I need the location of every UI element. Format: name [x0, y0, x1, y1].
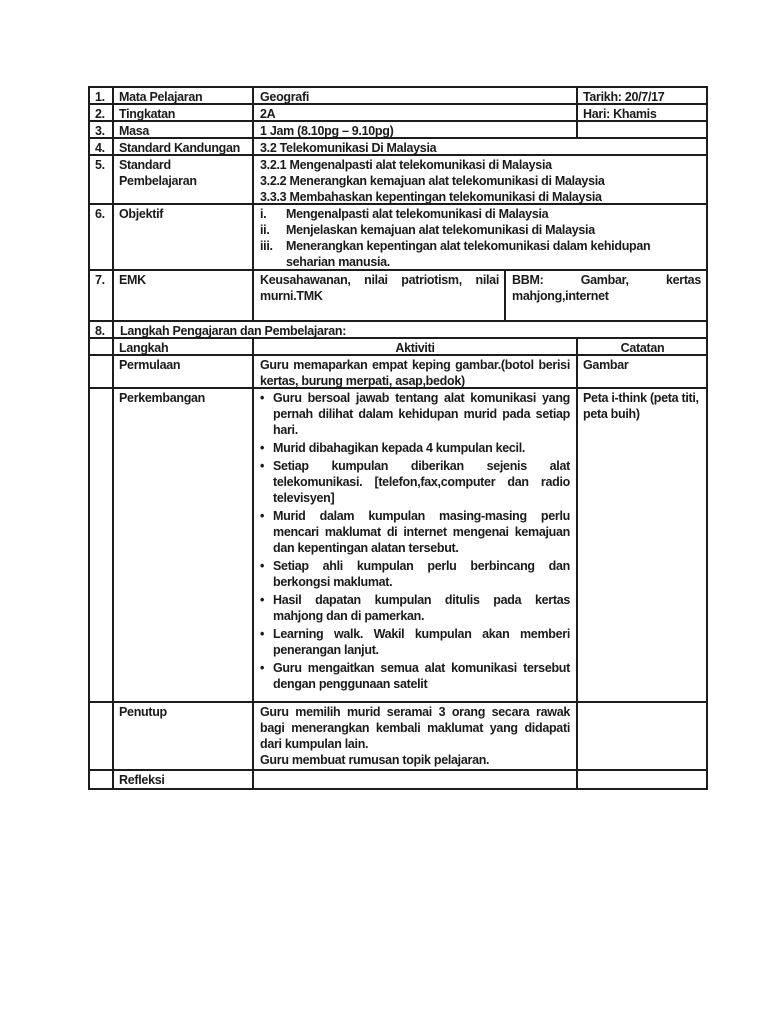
- class-value: 2A: [254, 105, 578, 120]
- activity-bullet: [260, 558, 570, 590]
- step-note: Gambar: [583, 358, 629, 372]
- catatan-column-header: Catatan: [620, 341, 665, 354]
- bullet-icon: •: [260, 391, 265, 405]
- objective-item: [260, 238, 701, 269]
- bullet-text: Murid dibahagikan kepada 4 kumpulan kecil.: [273, 441, 526, 455]
- learning-standard-item: 3.3.3 Membahaskan kepentingan telekomunikasi di Malaysia: [260, 190, 602, 203]
- row-tingkatan: [90, 105, 706, 122]
- step-label: Perkembangan: [114, 389, 254, 701]
- activity-paragraph: Guru memilih murid seramai 3 orang secara rawak bagi menerangkan kembali maklumat yang didapati dari kumpulan lain.: [260, 705, 570, 751]
- bullet-icon: •: [260, 459, 265, 473]
- learning-standard-item: 3.2.2 Menerangkan kemajuan alat telekomunikasi di Malaysia: [260, 174, 605, 188]
- empty-right-cell: [578, 122, 706, 137]
- row-label: Mata Pelajaran: [114, 88, 254, 103]
- bullet-icon: •: [260, 509, 265, 523]
- row-number: 1.: [90, 88, 114, 103]
- objective-item: [260, 222, 701, 238]
- step-activity-bullets: [254, 389, 578, 701]
- activity-paragraph: Guru membuat rumusan topik pelajaran.: [260, 753, 490, 767]
- bullet-icon: •: [260, 441, 265, 455]
- bullet-text: Setiap ahli kumpulan perlu berbincang dan berkongsi maklumat.: [273, 559, 570, 589]
- empty-number-cell: [90, 356, 114, 387]
- step-note: Peta i-think (peta titi, peta buih): [583, 391, 699, 421]
- bullet-icon: •: [260, 627, 265, 641]
- row-penutup: [90, 703, 706, 771]
- empty-number-cell: [90, 703, 114, 769]
- empty-number-cell: [90, 339, 114, 354]
- row-label: Standard Kandungan: [114, 139, 254, 154]
- step-label: Penutup: [114, 703, 254, 769]
- step-activity: Guru memaparkan empat keping gambar.(botol berisi kertas, burung merpati, asap,bedok): [254, 356, 578, 387]
- content-standard-value: 3.2 Telekomunikasi Di Malaysia: [260, 141, 437, 154]
- label-line: Pembelajaran: [119, 174, 197, 188]
- row-perkembangan: [90, 389, 706, 703]
- row-refleksi: [90, 771, 706, 788]
- empty-number-cell: [90, 771, 114, 788]
- row-label: Masa: [114, 122, 254, 137]
- bullet-text: Hasil dapatan kumpulan ditulis pada kertas mahjong dan di pamerkan.: [273, 593, 570, 623]
- bbm-cell: BBM: Gambar, kertas mahjong,internet: [512, 273, 701, 303]
- emk-value: Keusahawanan, nilai patriotism, nilai murni.TMK: [254, 271, 506, 320]
- bullet-text: Guru bersoal jawab tentang alat komunikasi yang pernah dilihat dalam kehidupan murid pada setiap hari.: [273, 391, 570, 437]
- bullet-text: Setiap kumpulan diberikan sejenis alat telekomunikasi. [telefon,fax,computer dan radio televisyen]: [273, 459, 570, 505]
- row-standard-pembelajaran: [90, 156, 706, 205]
- objective-text: Mengenalpasti alat telekomunikasi di Malaysia: [286, 207, 549, 221]
- bullet-text: Murid dalam kumpulan masing-masing perlu mencari maklumat di internet mengenai kemajuan dan kepentingan alatan tersebut.: [273, 509, 570, 555]
- row-masa: [90, 122, 706, 139]
- row-standard-kandungan: [90, 139, 706, 156]
- row-emk: [90, 271, 706, 322]
- bullet-icon: •: [260, 661, 265, 675]
- step-label: Permulaan: [114, 356, 254, 387]
- objective-item: [260, 206, 701, 222]
- row-number: 2.: [90, 105, 114, 120]
- activity-bullet: [260, 390, 570, 438]
- step-label: Refleksi: [114, 771, 254, 788]
- row-number: 3.: [90, 122, 114, 137]
- activity-bullet: [260, 508, 570, 556]
- activity-bullet: [260, 458, 570, 506]
- section-title: Langkah Pengajaran dan Pembelajaran:: [120, 324, 347, 337]
- row-label: Tingkatan: [114, 105, 254, 120]
- row-langkah-header: [90, 322, 706, 339]
- step-activity: [254, 703, 578, 769]
- row-number: 5.: [90, 156, 114, 203]
- objective-text: Menjelaskan kemajuan alat telekomunikasi di Malaysia: [286, 223, 595, 237]
- bullet-text: Learning walk. Wakil kumpulan akan memberi penerangan lanjut.: [273, 627, 570, 657]
- bullet-icon: •: [260, 559, 265, 573]
- activity-bullet: [260, 440, 570, 456]
- row-permulaan: [90, 356, 706, 389]
- objective-marker: i.: [260, 207, 267, 221]
- learning-standard-list: [254, 156, 706, 203]
- bullet-text: Guru mengaitkan semua alat komunikasi tersebut dengan penggunaan satelit: [273, 661, 570, 691]
- row-number: 8.: [90, 322, 114, 337]
- row-number: 4.: [90, 139, 114, 154]
- learning-standard-item: 3.2.1 Mengenalpasti alat telekomunikasi di Malaysia: [260, 158, 552, 172]
- label-line: Standard: [119, 158, 171, 172]
- tarikh-cell: Tarikh: 20/7/17: [583, 90, 665, 103]
- row-objektif: [90, 205, 706, 271]
- empty-number-cell: [90, 389, 114, 701]
- activity-bullet: [260, 660, 570, 692]
- objective-marker: iii.: [260, 239, 273, 253]
- row-number: 6.: [90, 205, 114, 269]
- row-label: [114, 156, 254, 203]
- time-value: 1 Jam (8.10pg – 9.10pg): [254, 122, 578, 137]
- activity-bullet: [260, 626, 570, 658]
- step-activity: [254, 771, 578, 788]
- objective-text: Menerangkan kepentingan alat telekomunikasi dalam kehidupan seharian manusia.: [286, 239, 651, 269]
- row-mata-pelajaran: [90, 88, 706, 105]
- row-number: 7.: [90, 271, 114, 320]
- bullet-icon: •: [260, 593, 265, 607]
- aktiviti-column-header: Aktiviti: [254, 339, 578, 354]
- langkah-column-header: Langkah: [114, 339, 254, 354]
- subject-value: Geografi: [254, 88, 578, 103]
- step-note: [578, 771, 706, 788]
- objectives-list: [254, 205, 706, 269]
- row-label: Objektif: [114, 205, 254, 269]
- hari-cell: Hari: Khamis: [583, 107, 657, 120]
- lesson-plan-table: [88, 86, 708, 790]
- row-steps-column-header: [90, 339, 706, 356]
- activity-bullet: [260, 592, 570, 624]
- row-label: EMK: [114, 271, 254, 320]
- step-note: [578, 703, 706, 769]
- objective-marker: ii.: [260, 223, 270, 237]
